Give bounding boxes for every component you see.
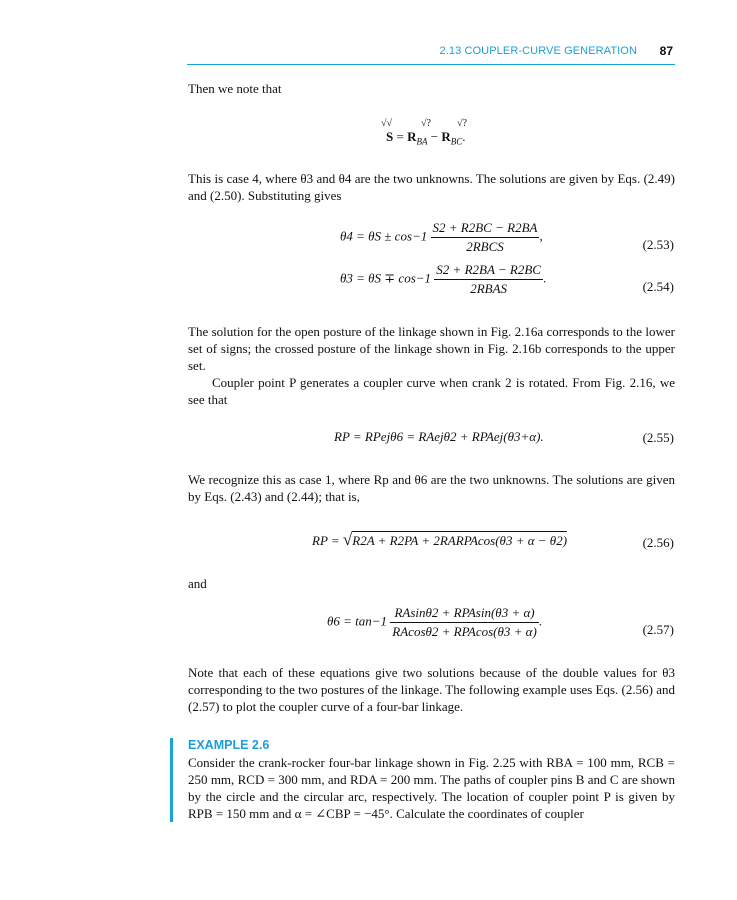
paragraph-note: Note that each of these equations give two solutions because of the double values for θ3 corresponding to the two postures of the linkage. The following example uses Eqs. (2.56) and (2.57) to plot the coupler curve of a four-bar linkage. [188,665,675,714]
eq-2-54-numerator: S2 + R2BA − R2BC [434,262,543,280]
equation-2-54 [188,262,675,306]
running-header [187,43,675,65]
paragraph-case-4: This is case 4, where θ3 and θ4 are the two unknowns. The solutions are given by Eqs. (2.49) and (2.50). Substituting gives [188,171,675,203]
eq-2-53-fraction [431,220,543,255]
eq-2-54-lhs: θ3 = θS ∓ cos−1 [340,270,432,286]
eq-2-57-fraction [390,605,539,640]
header-rule [187,64,675,65]
eq-2-56-lhs: RP = [312,533,340,548]
eq-2-53-denominator: 2RBCS [466,239,504,254]
equation-2-53 [188,220,675,264]
unknown-marks-rba: √? [421,118,431,129]
paragraph-case-1: We recognize this as case 1, where Rp and θ6 are the two unknowns. The solutions are given by Eqs. (2.43) and (2.44); that is, [188,472,675,504]
subscript-ba: BA [416,136,428,147]
vector-r-ba: R [407,129,417,144]
unknown-marks-rbc: √? [457,118,467,129]
eq-2-54-period: . [542,270,547,286]
paragraph-solution: The solution for the open posture of the linkage shown in Fig. 2.16a corresponds to the lower set of signs; the crossed posture of the linkage shown in Fig. 2.16b corresponds to the upper set. [188,324,675,373]
minus-sign: − [430,129,439,144]
unknown-marks-s: √√ [381,118,392,129]
period: . [462,129,466,144]
section-title: 2.13 COUPLER-CURVE GENERATION [439,45,637,57]
equation-s-vector [188,118,675,150]
eq-2-57-numerator: RAsinθ2 + RPAsin(θ3 + α) [390,605,539,623]
equation-number-2-54: (2.54) [642,279,674,294]
paragraph-and: and [188,576,207,591]
equation-2-56 [188,528,675,558]
eq-2-54-denominator: 2RBAS [470,281,508,296]
paragraph-coupler: Coupler point P generates a coupler curve when crank 2 is rotated. From Fig. 2.16, we see that [188,375,675,407]
subscript-bc: BC [450,136,463,147]
eq-2-57-denominator: RAcosθ2 + RPAcos(θ3 + α) [392,624,537,639]
eq-2-57-lhs: θ6 = tan−1 [327,613,388,629]
equation-2-55 [188,425,675,455]
equation-number-2-53: (2.53) [642,237,674,252]
equation-number-2-55: (2.55) [642,430,674,445]
example-text: Consider the crank-rocker four-bar linkage shown in Fig. 2.25 with RBA = 100 mm, RCB = 250 mm, RCD = 300 mm, and RDA = 200 mm. The paths of coupler pins B and C are shown by the circle and the circular arc, respectively. The location of coupler point P is given by RPB = 150 mm and α = ∠CBP = −45°. Calculate the coordinates of coupler [188,755,675,821]
eq-2-56-radicand: R2A + R2PA + 2RARPAcos(θ3 + α − θ2) [352,533,568,548]
vector-s: S [386,129,394,144]
vector-r-bc: R [441,129,451,144]
eq-2-53-comma: , [539,228,543,244]
example-label: EXAMPLE 2.6 [188,738,270,752]
page-number: 87 [659,44,673,58]
radical-sign: √ [342,530,353,549]
eq-2-53-lhs: θ4 = θS ± cos−1 [340,228,428,244]
equation-2-57 [188,605,675,649]
example-side-bar [170,738,173,822]
eq-2-53-numerator: S2 + R2BC − R2BA [431,220,540,238]
eq-2-57-period: . [538,613,543,629]
equation-number-2-57: (2.57) [642,622,674,637]
equation-number-2-56: (2.56) [642,535,674,550]
paragraph-then: Then we note that [188,81,282,96]
eq-2-55-body: RP = RPejθ6 = RAejθ2 + RPAej(θ3+α). [334,429,544,444]
eq-2-54-fraction [434,262,543,297]
equals-sign: = [396,129,404,144]
